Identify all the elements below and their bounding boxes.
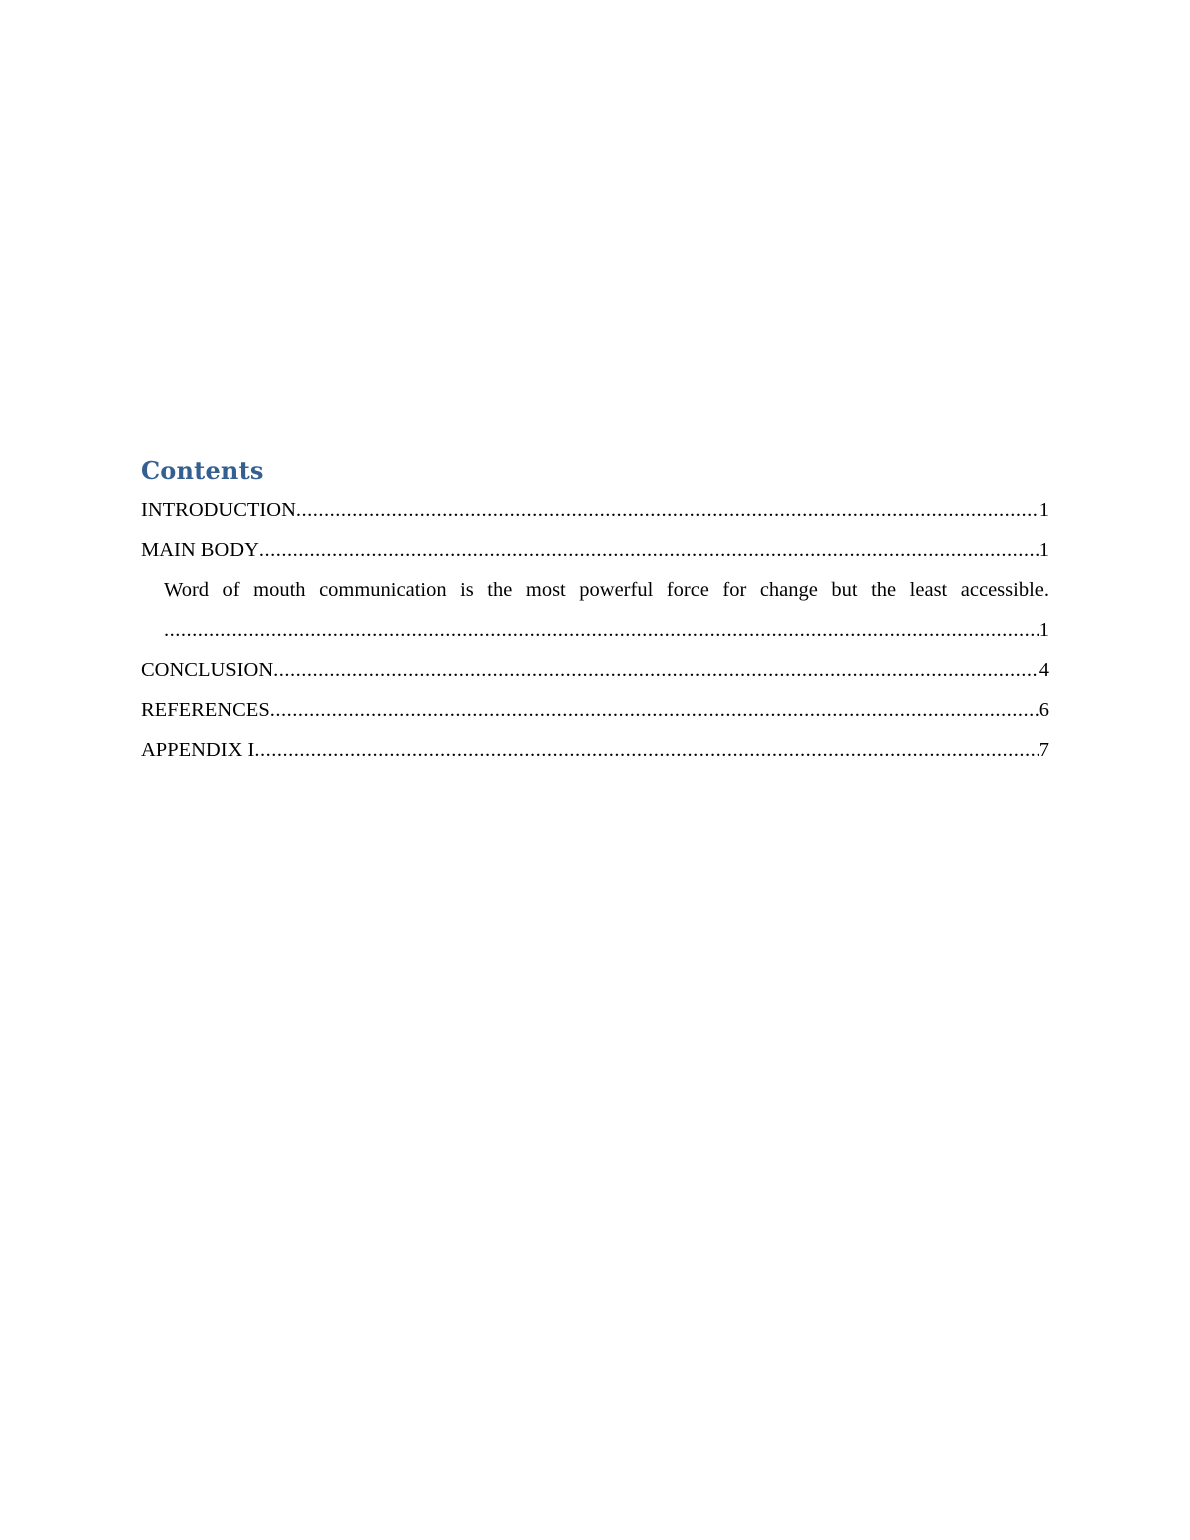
toc-entry-page: 1: [1038, 619, 1049, 641]
toc-entry-main-body[interactable]: [141, 530, 1049, 570]
toc-entry-title: INTRODUCTION: [141, 499, 296, 521]
toc-entry-page: 4: [1038, 659, 1049, 681]
toc-heading: Contents: [141, 456, 264, 485]
toc-entry-page: 1: [1038, 539, 1049, 561]
toc-entry-title: APPENDIX I: [141, 739, 255, 761]
table-of-contents: [141, 452, 1049, 770]
toc-entry-page: 1: [1038, 499, 1049, 521]
toc-entry-title: MAIN BODY: [141, 539, 259, 561]
dot-leader: [273, 650, 1039, 690]
toc-entry-appendix-i[interactable]: [141, 730, 1049, 770]
toc-entry-word-of-mouth[interactable]: [141, 570, 1049, 650]
toc-entry-references[interactable]: [141, 690, 1049, 730]
dot-leader: [259, 530, 1039, 570]
toc-entry-introduction[interactable]: [141, 490, 1049, 530]
dot-leader: [254, 730, 1038, 770]
toc-entry-title: Word of mouth communication is the most powerful force for change but the least accessible.: [164, 579, 1049, 601]
toc-entry-title: CONCLUSION: [141, 659, 274, 681]
dot-leader: [296, 490, 1039, 530]
toc-entry-continuation: [164, 610, 1049, 650]
toc-entry-title: REFERENCES: [141, 699, 270, 721]
dot-leader: [270, 690, 1039, 730]
toc-entry-conclusion[interactable]: [141, 650, 1049, 690]
dot-leader: [164, 610, 1039, 650]
toc-entry-page: 7: [1038, 739, 1049, 761]
toc-entry-page: 6: [1038, 699, 1049, 721]
